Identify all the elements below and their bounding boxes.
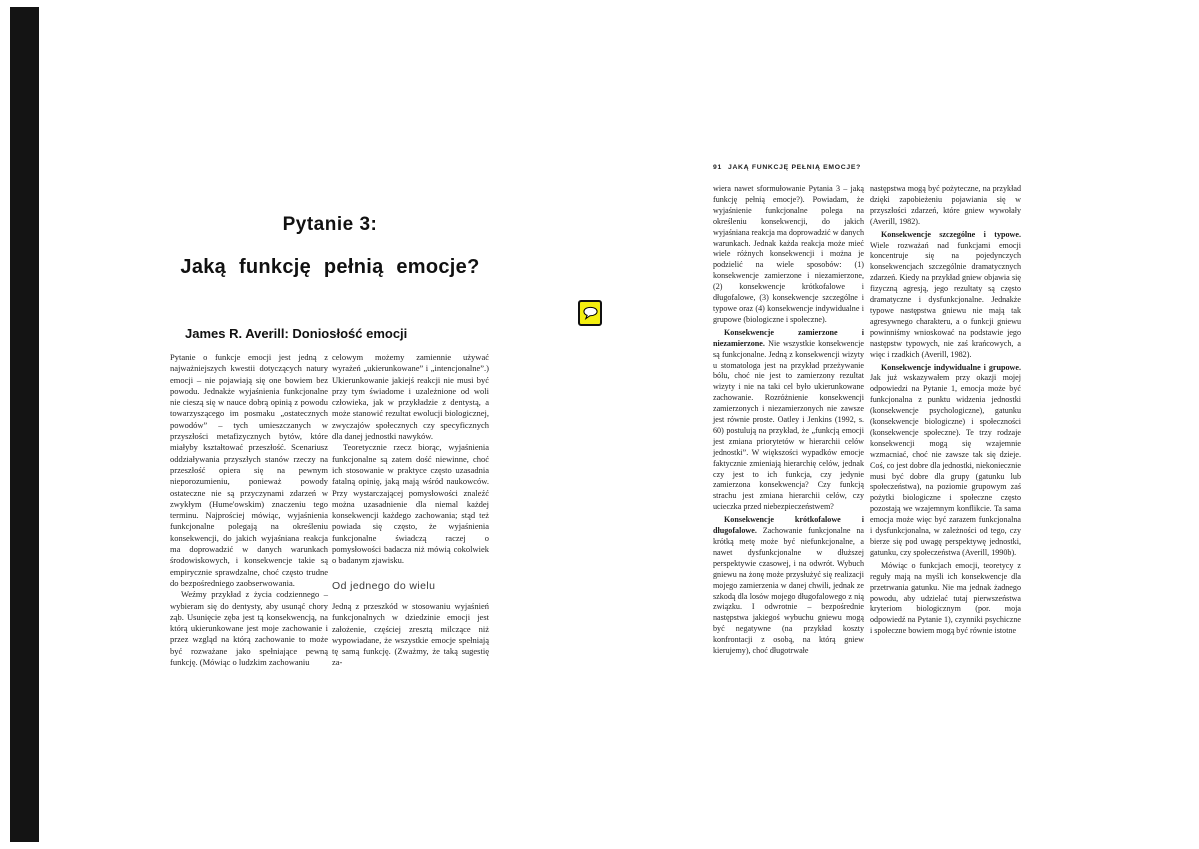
paragraph-lead: Konsekwencje indywidualne i grupowe. [881, 362, 1021, 372]
paragraph: Jedną z przeszkód w stosowaniu wyjaśnień funkcjonalnych w dziedzinie emocji jest założenie, częściej zresztą milczące niż wypowiadane, że wszystkie emocje spełniają tę samą funkcję. (Zważmy, że taką sugestię za- [332, 600, 489, 668]
right-page-column-2 [870, 184, 1021, 681]
page-number: 91 [713, 164, 722, 171]
running-header [713, 164, 861, 171]
scan-edge-strip [10, 7, 39, 842]
paragraph-lead: Konsekwencje szczególne i typowe. [881, 229, 1021, 239]
paragraph-lead: Konsekwencje zamierzone i niezamierzone. [713, 327, 864, 348]
paragraph [713, 515, 864, 657]
chapter-title: Jaką funkcję pełnią emocje? [180, 256, 480, 278]
paragraph-text: Wiele rozważań nad funkcjami emocji koncentruje się na pojedynczych konsekwencjach szczególnie dramatycznych zdarzeń. Kiedy na przykład gniew objawia się fizyczną agresją, jego rezultaty są często dramatyczne i dysfunkcjonalne. Jednakże typowe następstwa gniewu nie mają tak agresywnego charakteru, a o funkcji gniewu powinniśmy wnioskować na podstawie jego następstw typowych, nie zaś krańcowych, a więc i rzadkich (Averill, 1982). [870, 240, 1021, 359]
comment-annotation-icon[interactable] [578, 300, 602, 326]
left-page-column-1 [170, 352, 328, 682]
running-header-title: JAKĄ FUNKCJĘ PEŁNIĄ EMOCJE? [727, 164, 861, 171]
paragraph-text: Zachowanie funkcjonalne na krótką metę może być niefunkcjonalne, a nawet dysfunkcjonalne w dłuższej perspektywie czasowej, i na odwrót. Wybuch gniewu na żonę może przysłużyć się realizacji mojego zamierzenia w danej chwili, jednak ze szkodą dla losów mojego długofalowego z nią związku. I odwrotnie – bezpośrednie następstwa jakiegoś wybuchu gniewu mogą być negatywne (na przykład koszty konfrontacji z osobą, na którą gniew kierujemy), choć długotrwałe [713, 526, 864, 656]
speech-bubble-glyph [583, 306, 598, 320]
paragraph-lead: Konsekwencje krótkofalowe i długofalowe. [713, 515, 864, 536]
paragraph-text: Nie wszystkie konsekwencje są funkcjonalne. Jedną z konsekwencji wizyty u stomatologa jest na przykład przeżywanie bólu, choć nie jest to zamierzony rezultat wizyty i nie na taki cel było ukierunkowane zachowanie. Rozróżnienie konsekwencji zamierzonych i niezamierzonych nie zawsze jest równie proste. Oatley i Jenkins (1992, s. 60) postulują na przykład, że „funkcją emocji jest zmiana priorytetów w hierarchii celów jednostki”. W większości wypadków emocje faktycznie zmieniają hierarchię celów, jednak czy jest to ich funkcja, czy jedynie zamierzona konsekwencja? Czy funkcją strachu jest zmiana hierarchii celów, czy ucieczka przed niebezpieczeństwem? [713, 338, 864, 512]
paragraph [870, 230, 1021, 361]
paragraph: Mówiąc o funkcjach emocji, teoretycy z reguły mają na myśli ich konsekwencje dla przetrwania gatunku. Nie ma jednak żadnego powodu, aby udzielać tutaj pierwszeństwa kryteriom biologicznym (por. moja odpowiedź na Pytanie 1), czynniki psychiczne i społeczne bowiem mogą być równie istotne [870, 560, 1021, 636]
paragraph: następstwa mogą być pożyteczne, na przykład dzięki zapobieżeniu pojawiania się w przyszłości zdarzeń, które gniew wywołały (Averill, 1982). [870, 184, 1021, 226]
left-page-column-2 [332, 352, 489, 682]
paragraph [870, 363, 1021, 559]
paragraph [713, 328, 864, 513]
subsection-heading: Od jednego do wielu [332, 579, 436, 592]
chapter-question-label: Pytanie 3: [282, 214, 378, 235]
paragraph: celowym możemy zamiennie używać wyrażeń „ukierunkowane” i „intencjonalne”.) Ukierunkowanie jakiejś reakcji nie musi być przy tym świadome i uzależnione od woli człowieka, jak w przykładzie z dentystą, a może stanowić rezultat ewolucji biologicznej, zwyczajów społecznych czy specyficznych dla danej jednostki nawyków. [332, 352, 489, 442]
paragraph: Weźmy przykład z życia codziennego – wybieram się do dentysty, aby usunąć chory ząb. Usunięcie zęba jest tą konsekwencją, na którą ukierunkowane jest moje zachowanie i przez wzgląd na którą zachowanie to może być rozważane jako spełniające pewną funkcję. (Mówiąc o ludzkim zachowaniu [170, 589, 328, 668]
paragraph: wiera nawet sformułowanie Pytania 3 – jaką funkcję pełnią emocje?). Powiadam, że wyjaśnienie funkcjonalne polega na określeniu konsekwencji, do jakich wyjaśniana reakcja ma doprowadzić w danych warunkach. Jednak każda reakcja może mieć wiele różnych konsekwencji i można je podzielić na wiele sposobów: (1) konsekwencje zamierzone i niezamierzone, (2) konsekwencje krótkofalowe i długofalowe, (3) konsekwencje szczególne i typowe oraz (4) konsekwencje indywidualne i grupowe (biologiczne i społeczne). [713, 184, 864, 324]
paragraph-text: Jak już wskazywałem przy okazji mojej odpowiedzi na Pytanie 1, emocja może być funkcjonalna z punktu widzenia jednostki (konsekwencje psychologiczne), gatunku (konsekwencje biologiczne) i społeczności (konsekwencje społeczne). Te trzy rodzaje konsekwencji mogą się wzajemnie wzmacniać, choć nie zawsze tak się dzieje. Coś, co jest dobre dla jednostki, niekoniecznie musi być dobre dla grupy (gatunku lub społeczeństwa), na poziomie grupowym zaś pożytki biologiczne i społeczne często pozostają we wzajemnym konflikcie. Ta sama emocja może więc być zarazem funkcjonalna i dysfunkcjonalna, w zależności od tego, czy bierze się pod uwagę perspektywę jednostki, gatunku, czy społeczeństwa (Averill, 1990b). [870, 373, 1021, 557]
right-page-column-1 [713, 184, 864, 681]
paragraph: Teoretycznie rzecz biorąc, wyjaśnienia funkcjonalne są zatem dość niewinne, choć ich stosowanie w praktyce często uzasadnia fatalną opinię, jaką mają wśród naukowców. Przy wystarczającej pomysłowości znaleźć można uzasadnienie dla niemal każdej konsekwencji każdego zachowania; stąd też powiada się często, że wyjaśnienia funkcjonalne świadczą raczej o pomysłowości badacza niż mówią cokolwiek o badanym zjawisku. [332, 442, 489, 566]
paragraph: Pytanie o funkcje emocji jest jedną z najważniejszych kwestii dotyczących natury emocji – nie pojawiają się one bowiem bez powodu. Jednakże wyjaśnienia funkcjonalne nie cieszą się w nauce dobrą opinią z powodu towarzyszącego im posmaku „ostatecznych powodów” – tych umieszczanych w przyszłości metafizycznych bytów, które miałyby kształtować przeszłość. Scenariusz oddziaływania przyszłych stanów rzeczy na przeszłość opiera się na pewnym nieporozumieniu, ponieważ powody ostateczne nie są przyczynami zdarzeń w zwykłym (Hume'owskim) znaczeniu tego terminu. Najprościej mówiąc, wyjaśnienia funkcjonalne polegają na określeniu konsekwencji, do jakich wyjaśniana reakcja ma doprowadzić w danych warunkach środowiskowych, i konsekwencje takie są empirycznie sprawdzalne, choć często trudne do bezpośredniego zaobserwowania. [170, 352, 328, 588]
section-author-heading: James R. Averill: Doniosłość emocji [185, 326, 408, 341]
